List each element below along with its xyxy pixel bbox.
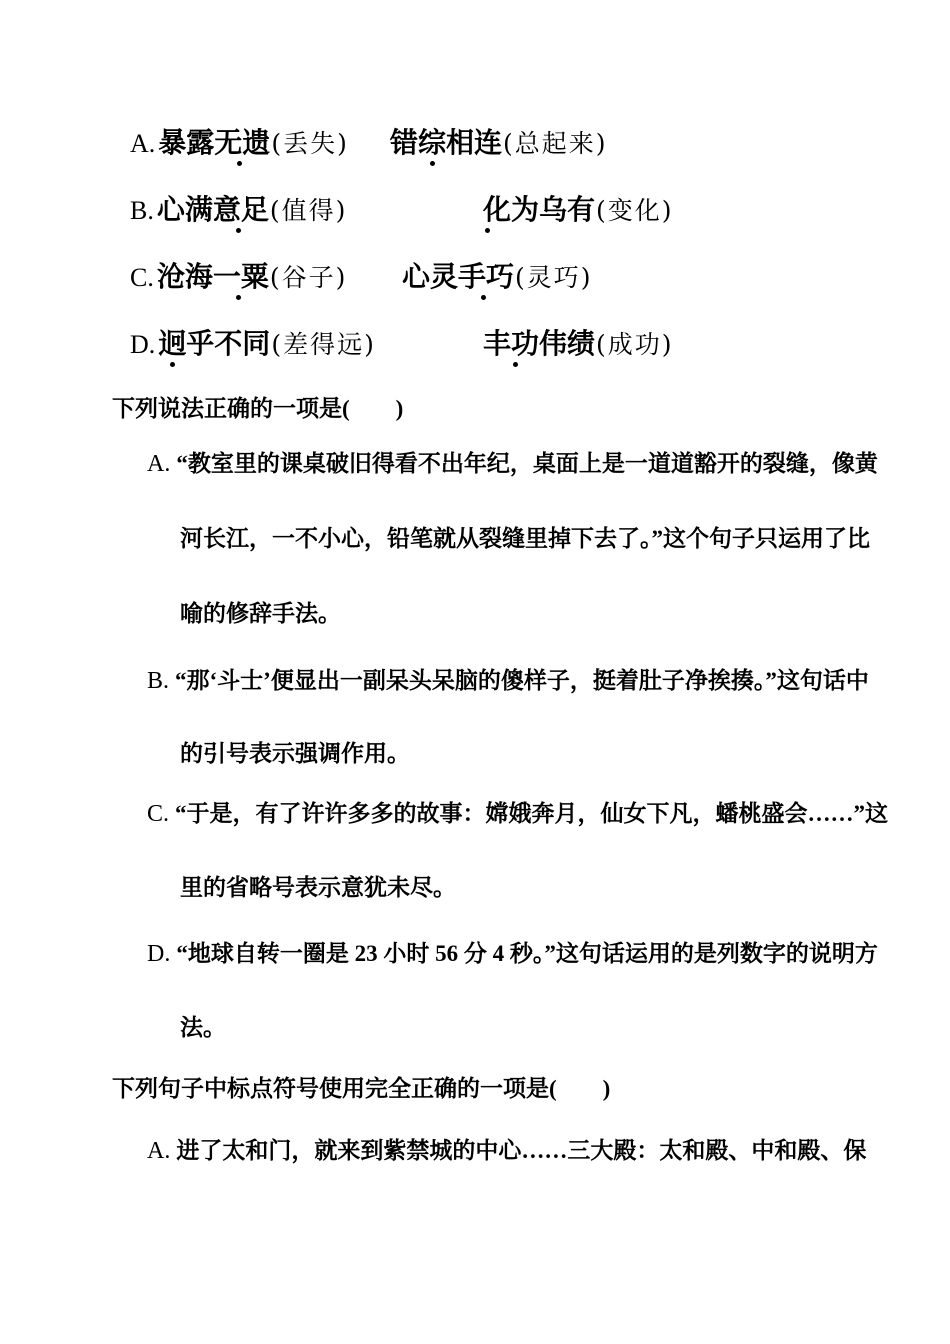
idiom-gloss: (值得) [269, 196, 348, 225]
option-text: “那‘斗士’便显出一副呆头呆脑的傻样子，挺着肚子净挨揍。”这句话中 [175, 668, 869, 693]
q1-option-row-c [130, 262, 593, 293]
option-line [147, 942, 878, 966]
idiom-gloss: (变化) [596, 196, 674, 225]
option-line-continuation: 喻的修辞手法。 [180, 601, 341, 626]
option-label: B. [147, 668, 170, 694]
q1-option-row-a [130, 128, 608, 159]
option-text: “地球自转一圈是 23 小时 56 分 4 秒。”这句话运用的是列数字的说明方 [176, 941, 878, 966]
q1-option-row-b [130, 195, 674, 226]
option-label: A. [147, 451, 171, 477]
idiom: 迥乎不同(差得远) [158, 329, 376, 360]
option-line [147, 1139, 866, 1163]
idiom: 心满意足(值得) [156, 195, 348, 226]
option-line-continuation: 河长江，一不小心，铅笔就从裂缝里掉下去了。”这个句子只运用了比 [180, 526, 870, 551]
emphasized-char: 化 [483, 195, 512, 226]
emphasized-char: 功 [511, 329, 540, 360]
idiom: 化为乌有(变化) [483, 195, 674, 226]
idiom: 心灵手巧(灵巧) [402, 262, 593, 293]
emphasized-char: 足 [240, 195, 269, 226]
option-label: A. [147, 1138, 171, 1164]
option-text: “教室里的课桌破旧得看不出年纪，桌面上是一道道豁开的裂缝，像黄 [176, 451, 878, 476]
option-label: C. [147, 801, 170, 827]
idiom-gloss: (丢失) [271, 129, 349, 158]
option-label: C. [130, 263, 154, 292]
option-line [147, 802, 888, 826]
option-label: B. [130, 196, 154, 225]
option-line-continuation: 的引号表示强调作用。 [180, 741, 410, 766]
idiom-gloss: (谷子) [269, 263, 348, 292]
emphasized-char: 巧 [486, 262, 515, 293]
idiom-gloss: (总起来) [503, 129, 608, 158]
emphasized-char: 综 [418, 128, 447, 159]
option-text: 进了太和门，就来到紫禁城的中心……三大殿：太和殿、中和殿、保 [176, 1138, 867, 1163]
emphasized-char: 迥 [158, 329, 187, 360]
option-label: D. [147, 941, 171, 967]
option-text: “于是，有了许许多多的故事：嫦娥奔月，仙女下凡，蟠桃盛会……”这 [175, 801, 889, 826]
emphasized-char: 遗 [242, 128, 271, 159]
emphasized-char: 粟 [240, 262, 269, 293]
option-line-continuation: 法。 [180, 1015, 226, 1040]
idiom: 沧海一粟(谷子) [156, 262, 348, 293]
q1-option-row-d [130, 329, 674, 360]
option-label: A. [130, 129, 156, 158]
idiom: 错综相连(总起来) [390, 128, 608, 159]
question-stem: 下列句子中标点符号使用完全正确的一项是( ) [112, 1076, 611, 1101]
idiom: 暴露无遗(丢失) [158, 128, 349, 159]
option-line [147, 669, 869, 693]
question-stem: 下列说法正确的一项是( ) [112, 396, 404, 421]
option-line [147, 452, 878, 476]
idiom-gloss: (灵巧) [515, 263, 593, 292]
idiom: 丰功伟绩(成功) [483, 329, 674, 360]
idiom-gloss: (差得远) [271, 330, 376, 359]
idiom-gloss: (成功) [596, 330, 674, 359]
option-label: D. [130, 330, 156, 359]
option-line-continuation: 里的省略号表示意犹未尽。 [180, 875, 456, 900]
